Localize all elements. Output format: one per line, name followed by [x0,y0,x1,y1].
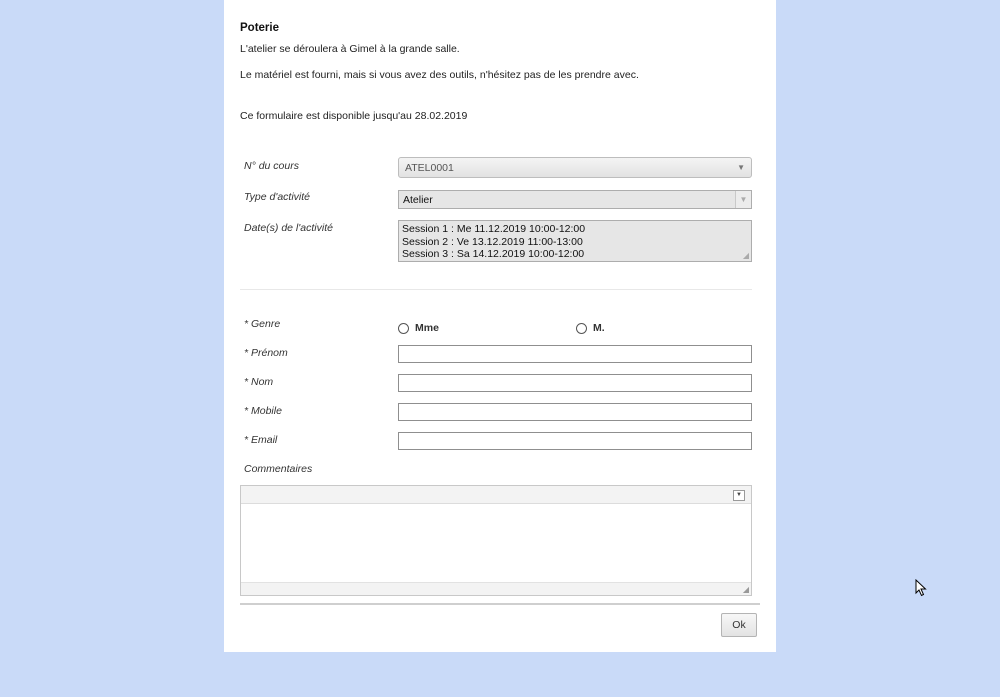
radio-circle-icon[interactable] [576,323,587,334]
mobile-input[interactable] [398,403,752,421]
intro-material: Le matériel est fourni, mais si vous avez des outils, n'hésitez pas de les prendre avec. [240,69,639,81]
nom-input[interactable] [398,374,752,392]
sessions-textarea[interactable] [398,220,752,262]
footer-divider [240,603,760,605]
form-title: Poterie [240,22,279,34]
prenom-input[interactable] [398,345,752,363]
editor-toolbar [241,486,751,504]
genre-label: * Genre [244,318,281,330]
chevron-down-icon: ▼ [735,191,751,208]
intro-availability: Ce formulaire est disponible jusqu'au 28.02.2019 [240,110,468,122]
session-line: Session 3 : Sa 14.12.2019 10:00-12:00 [402,248,585,260]
radio-m-label: M. [593,322,605,334]
comments-label: Commentaires [244,463,313,475]
prenom-label: * Prénom [244,347,288,359]
session-line: Session 1 : Me 11.12.2019 10:00-12:00 [402,223,586,235]
comments-editor[interactable] [240,485,752,596]
nom-label: * Nom [244,376,274,388]
mobile-label: * Mobile [244,405,282,417]
activity-type-value: Atelier [403,194,433,206]
chevron-down-icon[interactable]: ▼ [733,490,745,501]
course-number-select[interactable] [398,157,752,178]
radio-mme-label: Mme [415,322,439,334]
intro-location: L'atelier se déroulera à Gimel à la grande salle. [240,43,460,55]
editor-footer [241,582,751,595]
radio-mme[interactable] [398,322,439,334]
activity-dates-label: Date(s) de l'activité [244,222,333,234]
course-number-label: N° du cours [244,160,299,172]
resize-grip-icon[interactable]: ◢ [742,585,749,594]
form-panel [224,0,776,652]
ok-button[interactable]: Ok [721,613,757,637]
radio-m[interactable] [576,322,605,334]
activity-type-label: Type d'activité [244,191,311,203]
section-divider [240,289,752,290]
course-number-value: ATEL0001 [405,162,454,174]
session-line: Session 2 : Ve 13.12.2019 11:00-13:00 [402,235,583,248]
email-label: * Email [244,434,278,446]
chevron-down-icon: ▼ [737,163,745,172]
email-input[interactable] [398,432,752,450]
resize-grip-icon[interactable]: ◢ [742,251,749,260]
activity-type-select[interactable] [398,190,752,209]
radio-circle-icon[interactable] [398,323,409,334]
mouse-cursor-icon [915,579,927,597]
